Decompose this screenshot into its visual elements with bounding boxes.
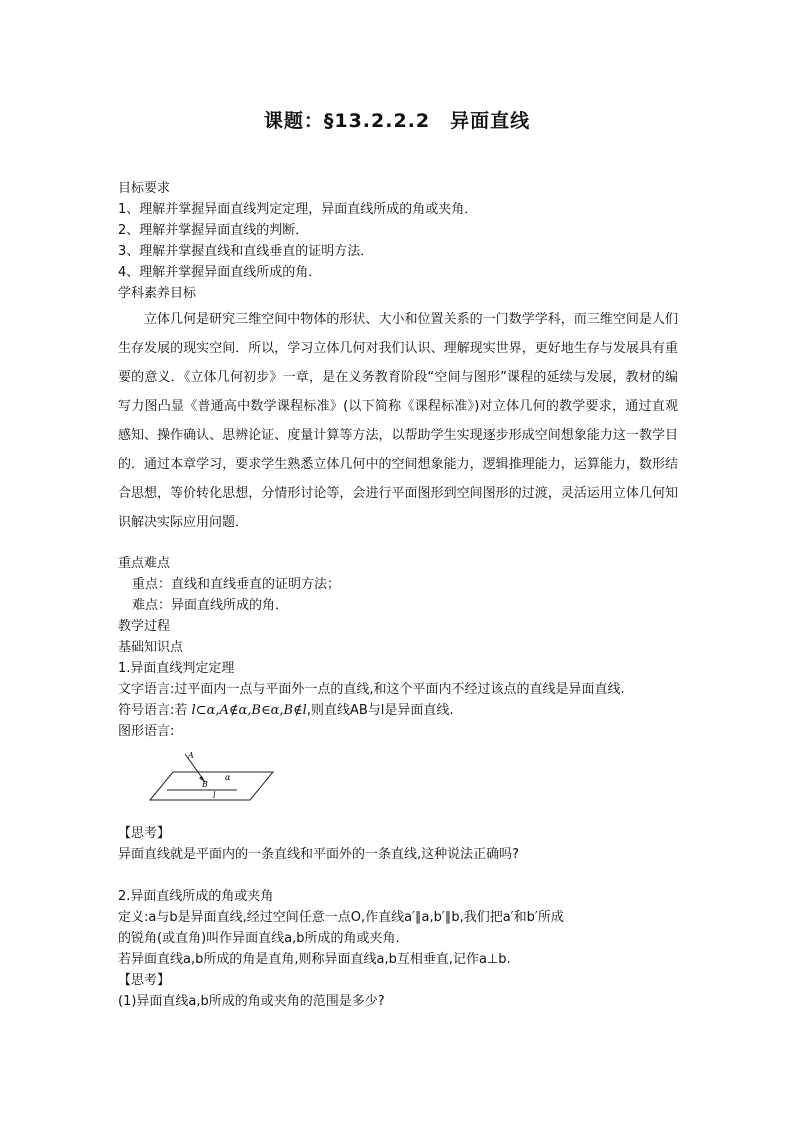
literacy-paragraph: 立体几何是研究三维空间中物体的形状、大小和位置关系的一门数学学科，而三维空间是人们生存发展的现实空间．所以，学习立体几何对我们认识、理解现实世界，更好地生存与发展具有重要的意义．《立体几何初步》一章，是在义务教育阶段“空间与图形”课程的延续与发展，教材的编写力图凸显《普通高中数学课程标准》(以下简称《课程标准》)对立体几何的教学要求，通过直观感知、操作确认、思辨论证、度量计算等方法，以帮助学生实现逐步形成空间想象能力这一教学目的．通过本章学习，要求学生熟悉立体几何中的空间想象能力，逻辑推理能力，运算能力，数形结合思想，等价转化思想，分情形讨论等，会进行平面图形到空间图形的过渡，灵活运用立体几何知识解决实际应用问题． bbox=[118, 312, 678, 530]
goals-heading: 目标要求 bbox=[118, 181, 171, 196]
label-a: A bbox=[188, 751, 194, 760]
section1-symbol-language: 符号语言:若 l⊂α,A∉α,B∈α,B∉l,则直线AB与l是异面直线. bbox=[118, 703, 454, 718]
think1-question: 异面直线就是平面内的一条直线和平面外的一条直线,这种说法正确吗? bbox=[118, 847, 520, 862]
goal-item-2: 2、理解并掌握异面直线的判断． bbox=[118, 223, 309, 238]
label-alpha: α bbox=[225, 773, 231, 782]
think1-heading: 【思考】 bbox=[118, 826, 171, 841]
page-title: 课题：§13.2.2.2 异面直线 bbox=[263, 110, 531, 132]
section1-text-language: 文字语言:过平面内一点与平面外一点的直线,和这个平面内不经过该点的直线是异面直线. bbox=[118, 682, 625, 697]
key-focus: 重点：直线和直线垂直的证明方法； bbox=[132, 577, 341, 592]
goal-item-1: 1、理解并掌握异面直线判定定理，异面直线所成的角或夹角． bbox=[118, 202, 478, 217]
label-l: l bbox=[213, 791, 216, 800]
skew-lines-figure bbox=[145, 748, 275, 806]
section2-perpendicular: 若异面直线a,b所成的角是直角,则称异面直线a,b互相垂直,记作a⊥b. bbox=[118, 952, 511, 967]
process-subheading: 基础知识点 bbox=[118, 640, 184, 655]
section2-definition-line1: 定义:a与b是异面直线,经过空间任意一点O,作直线a′∥a,b′∥b,我们把a′和b′所成 bbox=[118, 910, 564, 925]
key-difficulty: 难点：异面直线所成的角． bbox=[132, 598, 289, 613]
label-b: B bbox=[202, 780, 208, 789]
literacy-heading: 学科素养目标 bbox=[118, 286, 197, 301]
plane-alpha-outline bbox=[150, 772, 273, 800]
section1-figure-label: 图形语言: bbox=[118, 724, 175, 739]
goal-item-3: 3、理解并掌握直线和直线垂直的证明方法． bbox=[118, 244, 374, 259]
section2-definition-line2: 的锐角(或直角)叫作异面直线a,b所成的角或夹角. bbox=[118, 931, 400, 946]
section2-heading: 2.异面直线所成的角或夹角 bbox=[118, 889, 274, 904]
think2-question-1: (1)异面直线a,b所成的角或夹角的范围是多少? bbox=[118, 994, 385, 1009]
think2-heading: 【思考】 bbox=[118, 973, 171, 988]
key-heading: 重点难点 bbox=[118, 556, 171, 571]
process-heading: 教学过程 bbox=[118, 619, 171, 634]
section1-heading: 1.异面直线判定定理 bbox=[118, 661, 235, 676]
goal-item-4: 4、理解并掌握异面直线所成的角． bbox=[118, 265, 322, 280]
